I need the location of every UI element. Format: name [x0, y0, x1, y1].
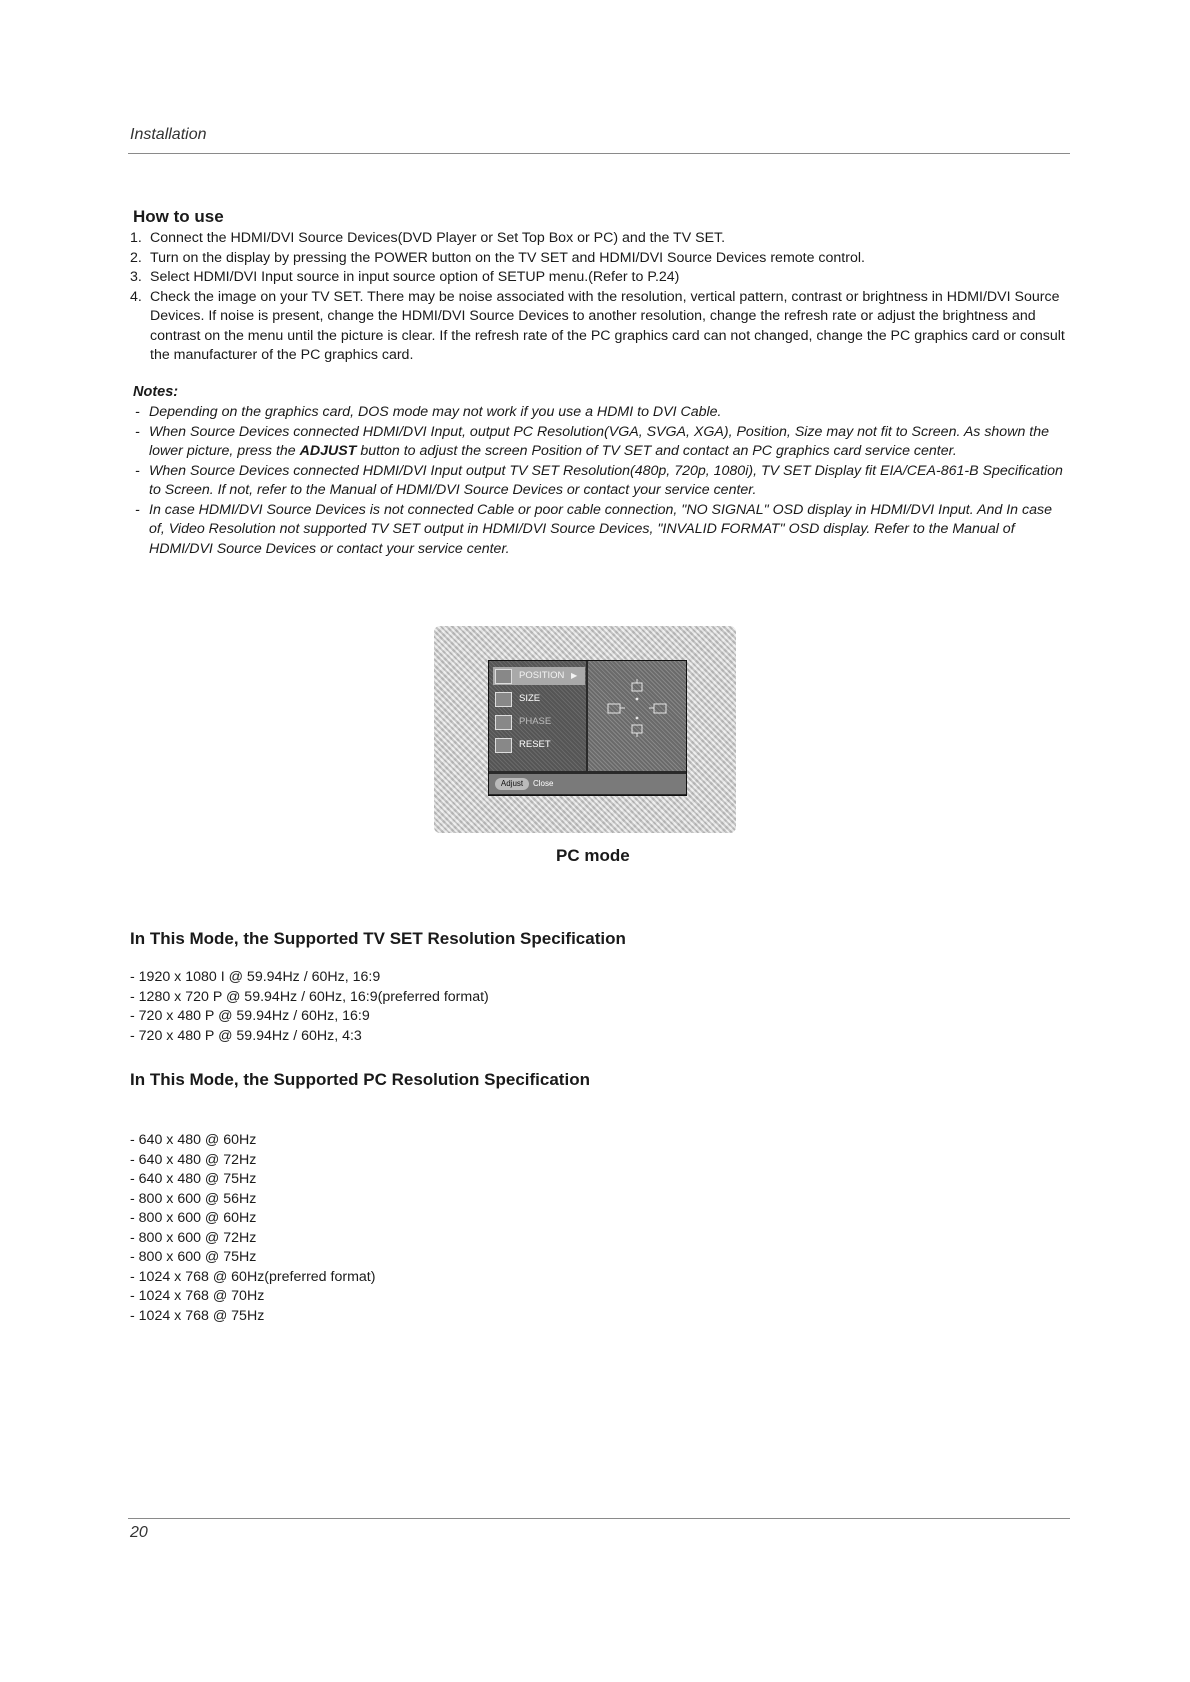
step-item — [130, 249, 1070, 269]
step-number: 1. — [130, 230, 142, 246]
list-item: - 800 x 600 @ 72Hz — [130, 1229, 257, 1246]
note-item — [130, 501, 1070, 560]
osd-position-preview — [588, 661, 686, 771]
list-item: - 1024 x 768 @ 75Hz — [130, 1307, 265, 1324]
reset-icon — [495, 738, 512, 753]
phase-icon — [495, 715, 512, 730]
note-item — [130, 462, 1070, 501]
step-item — [130, 229, 1070, 249]
step-item — [130, 288, 1070, 366]
osd-window — [488, 660, 687, 796]
arrow-right-icon: ▶ — [571, 671, 578, 680]
osd-menu-item-reset — [493, 736, 585, 754]
note-text: When Source Devices connected HDMI/DVI Input output TV SET Resolution(480p, 720p, 1080i), TV SET Display fit EIA/CEA-861-B Specification to Screen. If not, refer to the Manual of HDMI/DVI Source Devices or contact your service center. — [149, 462, 1063, 498]
note-dash: - — [135, 404, 140, 420]
tv-resolution-heading: In This Mode, the Supported TV SET Resolution Specification — [130, 929, 626, 948]
list-item: - 640 x 480 @ 75Hz — [130, 1171, 257, 1187]
list-item: - 800 x 600 @ 60Hz — [130, 1210, 257, 1226]
pc-resolution-heading: In This Mode, the Supported PC Resolution Specification — [130, 1070, 590, 1089]
page-number: 20 — [130, 1524, 148, 1541]
osd-adjust-hint: Adjust — [495, 778, 529, 790]
note-dash: - — [135, 501, 140, 518]
tv-resolution-list — [130, 968, 489, 1046]
bottom-divider — [128, 1518, 1070, 1519]
position-arrows-icon — [588, 661, 686, 771]
list-item: - 720 x 480 P @ 59.94Hz / 60Hz, 16:9 — [130, 1008, 370, 1024]
list-item: - 1920 x 1080 I @ 59.94Hz / 60Hz, 16:9 — [130, 969, 381, 985]
step-number: 2. — [130, 249, 142, 266]
osd-bottom-bar — [489, 774, 686, 794]
list-item: - 720 x 480 P @ 59.94Hz / 60Hz, 4:3 — [130, 1027, 362, 1044]
list-item: - 800 x 600 @ 75Hz — [130, 1249, 257, 1265]
step-number: 4. — [130, 288, 142, 305]
top-divider — [128, 153, 1070, 154]
list-item: - 640 x 480 @ 72Hz — [130, 1151, 257, 1168]
step-number: 3. — [130, 269, 142, 285]
list-item: - 1024 x 768 @ 70Hz — [130, 1288, 265, 1304]
step-text: Connect the HDMI/DVI Source Devices(DVD Player or Set Top Box or PC) and the TV SET. — [150, 230, 726, 246]
step-text: Check the image on your TV SET. There may be noise associated with the resolution, vertical pattern, contrast or brightness in HDMI/DVI Source Devices. If noise is present, change the HDMI/DVI Source Devices to another resolution, change the refresh rate or adjust the brightness and contrast on the menu until the picture is clear. If the refresh rate of the PC graphics card can not changed, change the PC graphics card or consult the manufacturer of the PC graphics card. — [150, 288, 1065, 363]
osd-menu-item-phase — [493, 713, 585, 731]
note-text: button to adjust the screen Position of TV SET and contact an PC graphics card service center. — [356, 443, 957, 459]
note-item — [130, 423, 1070, 462]
note-item — [130, 403, 1070, 423]
position-icon — [495, 669, 512, 684]
osd-menu-item-position — [493, 667, 585, 685]
osd-menu-label: POSITION — [519, 670, 565, 681]
list-item: - 640 x 480 @ 60Hz — [130, 1132, 257, 1148]
step-text: Select HDMI/DVI Input source in input source option of SETUP menu.(Refer to P.24) — [150, 269, 680, 285]
osd-menu-label: PHASE — [519, 716, 552, 727]
pc-mode-caption: PC mode — [556, 846, 630, 865]
note-text: When Source Devices connected HDMI/DVI Input, output PC Resolution(VGA, SVGA, XGA), Position, Size may not fit to Screen. As shown the lower picture, press the — [149, 423, 1049, 459]
how-to-use-steps — [130, 229, 1070, 366]
notes-list — [130, 403, 1070, 559]
list-item: - 1024 x 768 @ 60Hz(preferred format) — [130, 1268, 376, 1285]
pc-mode-osd-image — [434, 626, 736, 833]
note-text: In case HDMI/DVI Source Devices is not connected Cable or poor cable connection, "NO SIGNAL" OSD display in HDMI/DVI Input. And In case of, Video Resolution not supported TV SET output in HDMI/DVI Source Devices, "INVALID FORMAT" OSD display. Refer to the Manual of HDMI/DVI Source Devices or contact your service center. — [149, 501, 1052, 557]
osd-menu-label: RESET — [519, 739, 551, 750]
size-icon — [495, 692, 512, 707]
osd-menu-item-size — [493, 690, 585, 708]
note-dash: - — [135, 462, 140, 479]
note-dash: - — [135, 423, 140, 440]
list-item: - 800 x 600 @ 56Hz — [130, 1190, 257, 1207]
how-to-use-heading: How to use — [133, 207, 224, 226]
osd-menu — [489, 661, 586, 771]
section-header: Installation — [130, 126, 207, 143]
pc-resolution-list — [130, 1131, 375, 1326]
list-item: - 1280 x 720 P @ 59.94Hz / 60Hz, 16:9(preferred format) — [130, 988, 489, 1005]
notes-heading: Notes: — [133, 384, 179, 400]
adjust-keyword: ADJUST — [299, 443, 357, 459]
osd-close-hint: Close — [533, 779, 554, 788]
note-text: Depending on the graphics card, DOS mode may not work if you use a HDMI to DVI Cable. — [149, 404, 722, 420]
step-text: Turn on the display by pressing the POWER button on the TV SET and HDMI/DVI Source Devices remote control. — [150, 249, 865, 266]
step-item — [130, 268, 1070, 288]
osd-menu-label: SIZE — [519, 693, 541, 704]
